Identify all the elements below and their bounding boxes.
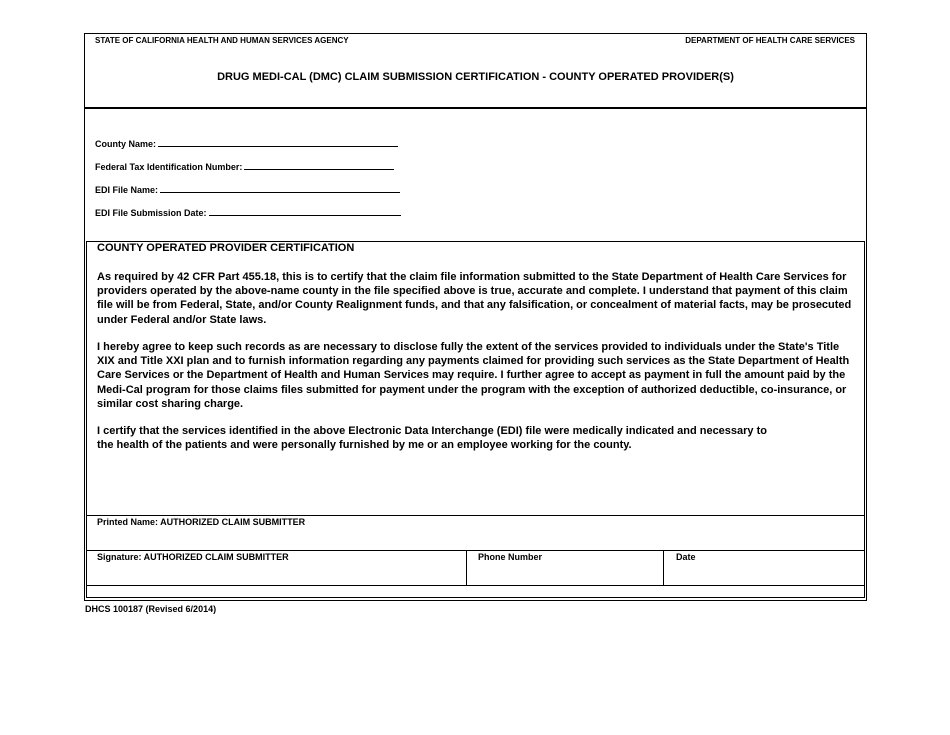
bottom-divider: [87, 585, 864, 586]
department-name: DEPARTMENT OF HEALTH CARE SERVICES: [685, 36, 855, 45]
edi-submission-date-label: EDI File Submission Date:: [95, 208, 207, 218]
county-name-field[interactable]: [95, 138, 398, 149]
edi-file-name-input-line[interactable]: [160, 184, 400, 193]
edi-submission-date-input-line[interactable]: [209, 207, 401, 216]
edi-file-name-label: EDI File Name:: [95, 185, 159, 195]
certification-paragraph-1: As required by 42 CFR Part 455.18, this is to certify that the claim file information submitted to the State Department of Health Care Services for providers operated by the above-name county in the file specified above is true, accurate and complete. I understand that payment of this claim file will be from Federal, State, and/or County Realignment funds, and that any falsification, or concealment of material facts, may be prosecuted under Federal and/or State laws.: [97, 271, 852, 326]
edi-file-name-field[interactable]: [95, 184, 400, 195]
form-title: DRUG MEDI-CAL (DMC) CLAIM SUBMISSION CERTIFICATION - COUNTY OPERATED PROVIDER(S): [217, 71, 734, 83]
date-label[interactable]: Date: [676, 552, 696, 562]
claim-certification-form: [84, 33, 867, 601]
county-name-label: County Name:: [95, 139, 157, 149]
signature-phone-divider: [466, 550, 467, 585]
printed-name-label: Printed Name: AUTHORIZED CLAIM SUBMITTER: [97, 517, 306, 527]
printed-name-divider: [87, 515, 864, 516]
certification-heading: COUNTY OPERATED PROVIDER CERTIFICATION: [97, 242, 355, 254]
phone-date-divider: [663, 550, 664, 585]
phone-number-label[interactable]: Phone Number: [478, 552, 543, 562]
form-number: DHCS 100187 (Revised 6/2014): [85, 604, 217, 614]
certification-paragraph-3: I certify that the services identified in the above Electronic Data Interchange (EDI) file were medically indicated and necessary to the health of the patients and were personally furnished by me or an employee working for the county.: [97, 425, 767, 452]
certification-paragraph-2: I hereby agree to keep such records as are necessary to disclose fully the extent of the services provided to individuals under the State's Title XIX and Title XXI plan and to furnish information regarding any payments claimed for providing such services as the State Department of Health Care Services or the Department of Health and Human Services may require. I further agree to accept as payment in full the amount paid by the Medi-Cal program for those claims files submitted for payment under the program with the exception of authorized deductible, co-insurance, or similar cost sharing charge.: [97, 341, 850, 410]
federal-tax-id-input-line[interactable]: [244, 161, 394, 170]
county-name-input-line[interactable]: [158, 138, 398, 147]
edi-submission-date-field[interactable]: [95, 207, 401, 218]
signature-label[interactable]: Signature: AUTHORIZED CLAIM SUBMITTER: [97, 552, 289, 562]
signature-divider: [87, 550, 864, 551]
federal-tax-id-field[interactable]: [95, 161, 394, 172]
agency-name: STATE OF CALIFORNIA HEALTH AND HUMAN SERVICES AGENCY: [95, 36, 349, 45]
header-divider: [85, 107, 866, 109]
certification-section: [86, 241, 865, 598]
federal-tax-id-label: Federal Tax Identification Number:: [95, 162, 243, 172]
